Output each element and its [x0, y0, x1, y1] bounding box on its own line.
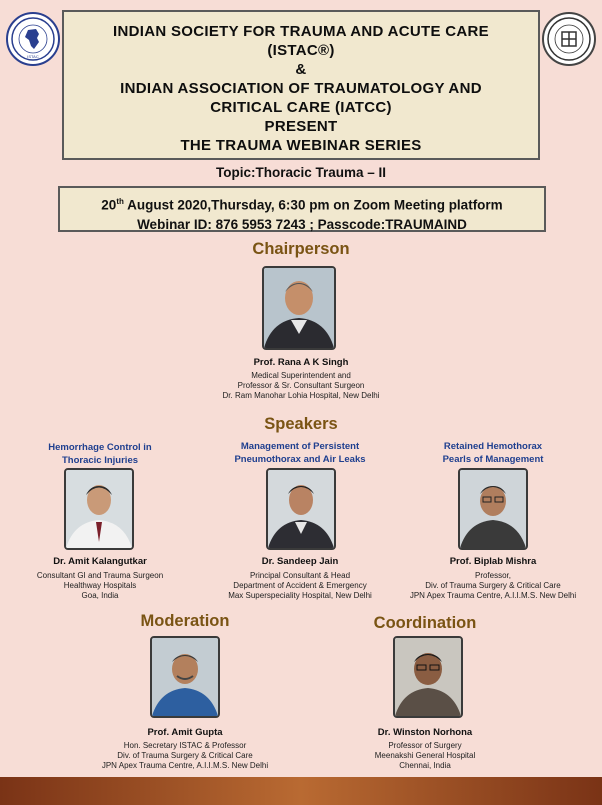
coordinator-line: Chennai, India: [399, 761, 451, 770]
speaker-line: Professor,: [474, 571, 511, 580]
speaker-name: Prof. Biplab Mishra: [449, 556, 537, 567]
footer-bar: [0, 777, 602, 805]
chairperson-line: Medical Superintendent and: [251, 371, 351, 380]
event-details-box: [58, 186, 546, 232]
topic-line: Topic:Thoracic Trauma – II: [215, 165, 387, 180]
svg-text:ISTAC: ISTAC: [27, 54, 39, 59]
speakers-heading: Speakers: [264, 415, 338, 433]
moderator-name: Prof. Amit Gupta: [147, 727, 223, 738]
speaker-talk-title: Hemorrhage Control in Thoracic Injuries: [48, 442, 152, 466]
chairperson-line: Dr. Ram Manohar Lohia Hospital, New Delhi: [222, 391, 380, 400]
speaker-photo: [458, 468, 528, 550]
speaker-talk-title: Management of Persistent Pneumothorax and Air Leaks: [234, 441, 366, 465]
speaker-photo: [64, 468, 134, 550]
coordinator-photo: [393, 636, 463, 718]
iatcc-logo-icon: [542, 12, 596, 66]
moderator-photo: [150, 636, 220, 718]
moderator-line: JPN Apex Trauma Centre, A.I.I.M.S. New Delhi: [101, 761, 269, 770]
speaker-line: Goa, India: [81, 591, 119, 600]
present-text: PRESENT: [264, 118, 338, 135]
speaker-line: Department of Accident & Emergency: [233, 581, 367, 590]
coordination-heading: Coordination: [373, 614, 477, 632]
chairperson-line: Professor & Sr. Consultant Surgeon: [237, 381, 365, 390]
speaker-line: Principal Consultant & Head: [249, 571, 351, 580]
org1-title: INDIAN SOCIETY FOR TRAUMA AND ACUTE CARE: [113, 23, 489, 40]
event-date: 20th August 2020,Thursday, 6:30 pm on Zoom Meeting platform: [101, 197, 503, 213]
speaker-line: Div. of Trauma Surgery & Critical Care: [425, 581, 561, 590]
speaker-line: Healthway Hospitals: [63, 581, 137, 590]
series-title: THE TRAUMA WEBINAR SERIES: [180, 137, 422, 154]
ampersand: &: [295, 61, 307, 78]
title-banner: [62, 10, 540, 160]
org2-title-line1: INDIAN ASSOCIATION OF TRAUMATOLOGY AND: [120, 80, 482, 97]
org2-title-line2: CRITICAL CARE (IATCC): [210, 99, 392, 116]
coordinator-line: Meenakshi General Hospital: [374, 751, 476, 760]
webinar-id: Webinar ID: 876 5953 7243 ; Passcode:TRAUMAIND: [137, 216, 467, 232]
moderation-heading: Moderation: [140, 612, 230, 630]
speaker-name: Dr. Amit Kalangutkar: [53, 556, 147, 567]
istac-logo-icon: [6, 12, 60, 66]
speaker-line: Max Superspeciality Hospital, New Delhi: [228, 591, 372, 600]
chairperson-heading: Chairperson: [252, 240, 350, 258]
coordinator-name: Dr. Winston Norhona: [377, 727, 473, 738]
speaker-photo: [266, 468, 336, 550]
moderator-line: Hon. Secretary ISTAC & Professor: [123, 741, 247, 750]
chairperson-name: Prof. Rana A K Singh: [253, 357, 349, 368]
org1-abbr: (ISTAC®): [267, 42, 335, 59]
speaker-name: Dr. Sandeep Jain: [261, 556, 339, 567]
speaker-talk-title: Retained Hemothorax Pearls of Management: [442, 441, 544, 465]
coordinator-line: Professor of Surgery: [388, 741, 462, 750]
speaker-line: JPN Apex Trauma Centre, A.I.I.M.S. New Delhi: [409, 591, 577, 600]
speaker-line: Consultant GI and Trauma Surgeon: [36, 571, 164, 580]
moderator-line: Div. of Trauma Surgery & Critical Care: [117, 751, 253, 760]
chairperson-photo: [262, 266, 336, 350]
